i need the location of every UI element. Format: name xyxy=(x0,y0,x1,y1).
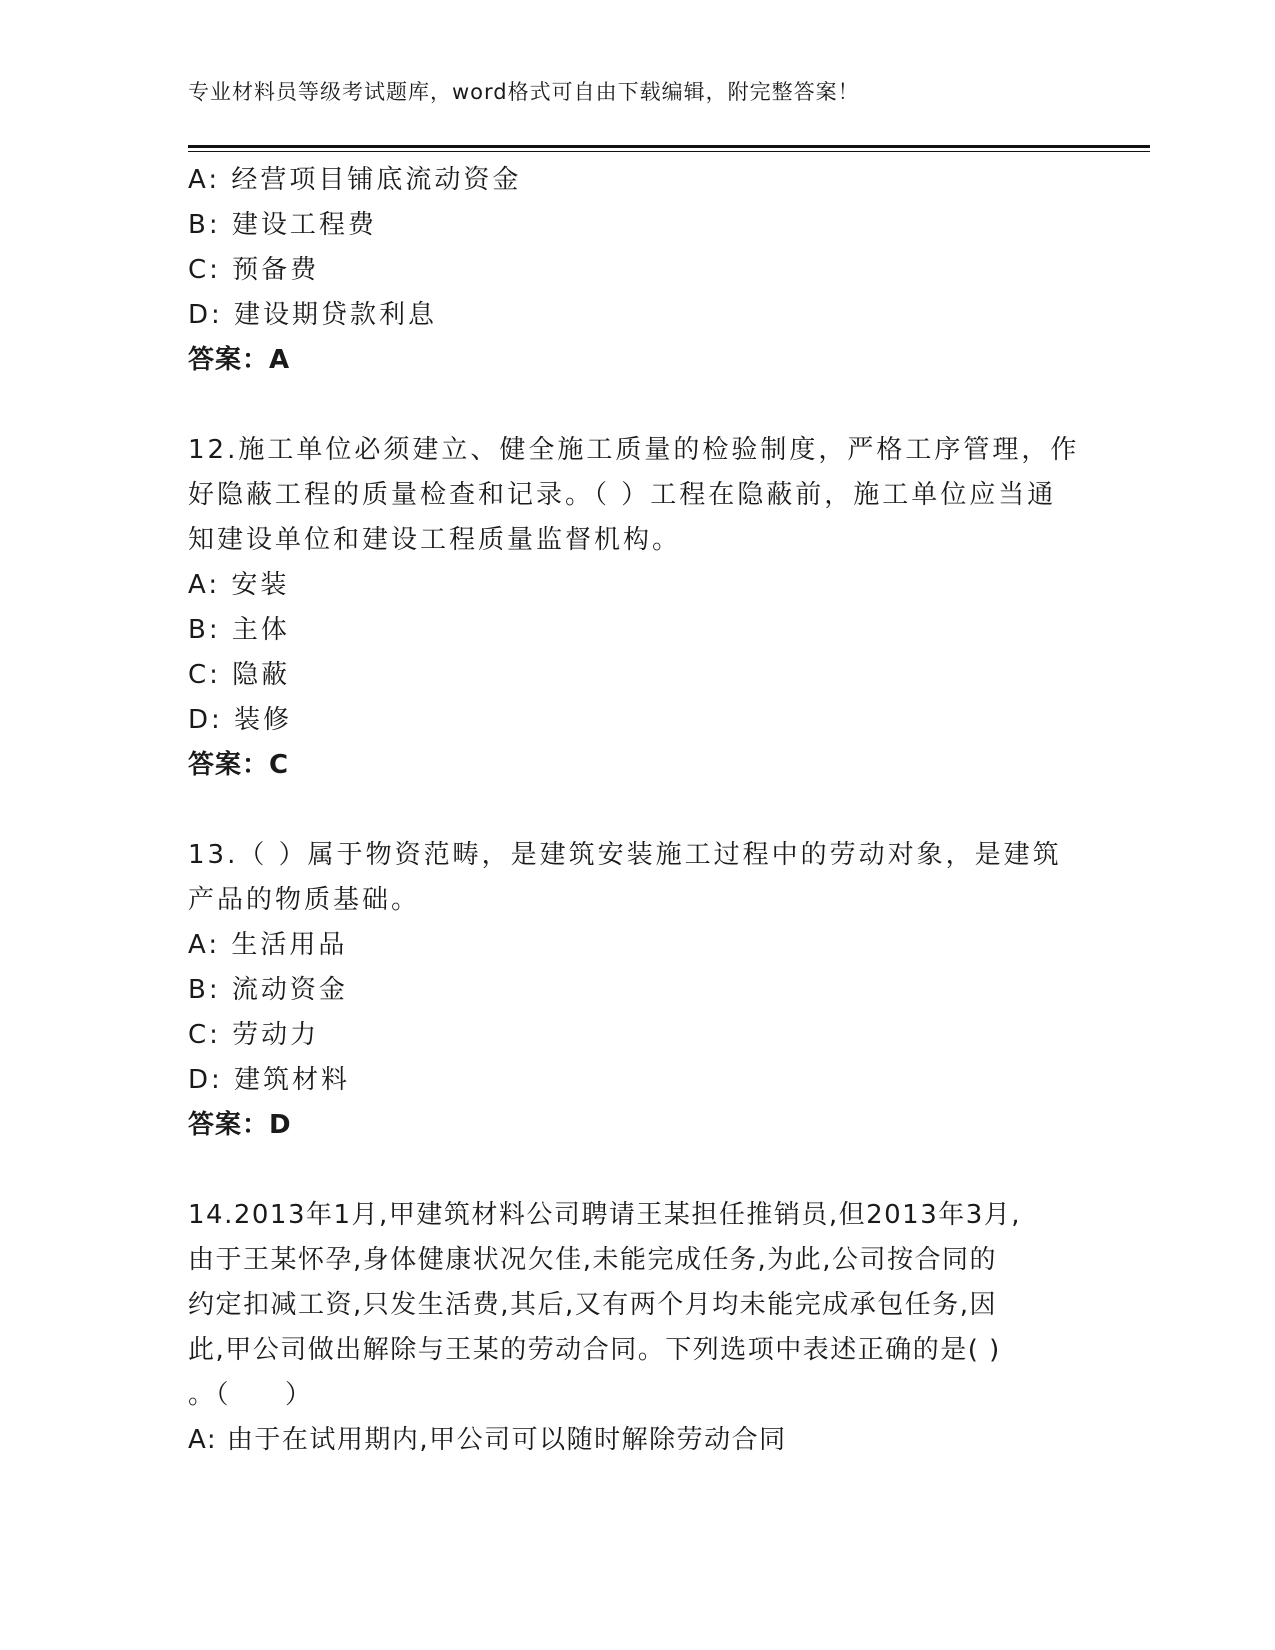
question-13 xyxy=(188,833,1088,1148)
option-d: D: 建设期贷款利息 xyxy=(188,300,438,330)
question-text: 产品的物质基础。 xyxy=(188,885,421,915)
question-text: 12.施工单位必须建立、健全施工质量的检验制度，严格工序管理，作 xyxy=(188,435,1080,465)
answer: 答案：C xyxy=(188,750,290,780)
option-b: B: 流动资金 xyxy=(188,975,348,1005)
option-b: B: 主体 xyxy=(188,615,290,645)
spacer xyxy=(188,383,1088,428)
question-text: 由于王某怀孕,身体健康状况欠佳,未能完成任务,为此,公司按合同的 xyxy=(188,1245,998,1275)
option-c: C: 隐蔽 xyxy=(188,660,291,690)
question-text: 好隐蔽工程的质量检查和记录。（ ）工程在隐蔽前，施工单位应当通 xyxy=(188,480,1057,510)
answer: 答案：D xyxy=(188,1110,292,1140)
question-text: 。（ ） xyxy=(188,1380,313,1410)
spacer xyxy=(188,788,1088,833)
question-text: 约定扣减工资,只发生活费,其后,又有两个月均未能完成承包任务,因 xyxy=(188,1290,998,1320)
option-a: A: 经营项目铺底流动资金 xyxy=(188,165,522,195)
question-12 xyxy=(188,428,1088,788)
option-b: B: 建设工程费 xyxy=(188,210,377,240)
question-text: 14.2013年1月,甲建筑材料公司聘请王某担任推销员,但2013年3月, xyxy=(188,1200,1022,1230)
option-c: C: 预备费 xyxy=(188,255,320,285)
question-11 xyxy=(188,158,1088,383)
option-d: D: 建筑材料 xyxy=(188,1065,351,1095)
question-text: 13.（ ）属于物资范畴，是建筑安装施工过程中的劳动对象，是建筑 xyxy=(188,840,1062,870)
question-14 xyxy=(188,1193,1088,1463)
option-a: A: 生活用品 xyxy=(188,930,348,960)
question-content xyxy=(188,158,1088,1463)
option-a: A: 安装 xyxy=(188,570,290,600)
option-a: A: 由于在试用期内,甲公司可以随时解除劳动合同 xyxy=(188,1425,787,1455)
page-header: 专业材料员等级考试题库，word格式可自由下载编辑，附完整答案！ xyxy=(188,80,860,104)
spacer xyxy=(188,1148,1088,1193)
option-d: D: 装修 xyxy=(188,705,293,735)
question-text: 知建设单位和建设工程质量监督机构。 xyxy=(188,525,682,555)
header-rule-thin xyxy=(188,151,1150,152)
option-c: C: 劳动力 xyxy=(188,1020,320,1050)
answer: 答案：A xyxy=(188,345,291,375)
header-rule-thick xyxy=(188,145,1150,148)
question-text: 此,甲公司做出解除与王某的劳动合同。下列选项中表述正确的是( ) xyxy=(188,1335,1001,1365)
